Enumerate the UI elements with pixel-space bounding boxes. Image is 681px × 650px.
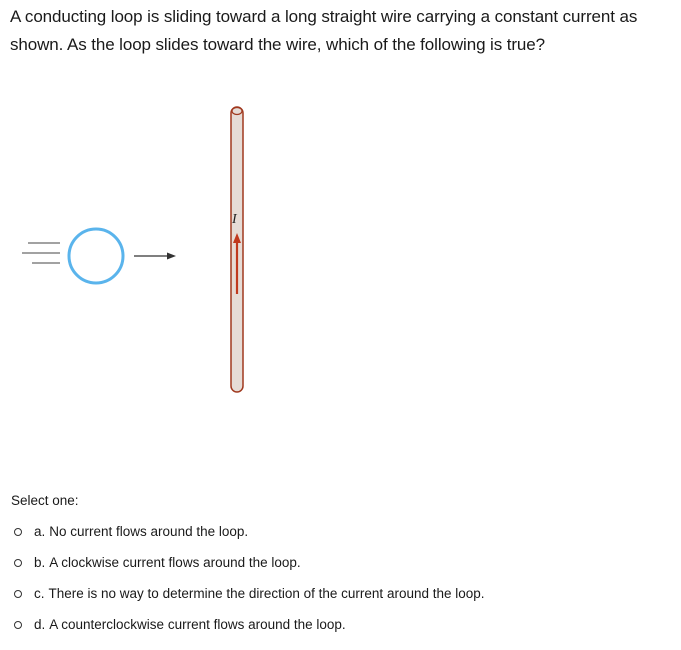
answer-options bbox=[14, 516, 485, 640]
current-label: I bbox=[232, 212, 237, 227]
option-text: No current flows around the loop. bbox=[49, 524, 249, 539]
radio-icon[interactable] bbox=[14, 559, 22, 567]
question-text: A conducting loop is sliding toward a long straight wire carrying a constant current as shown. As the loop slides toward the wire, which of the following is true? bbox=[10, 7, 638, 54]
velocity-arrow-head bbox=[167, 253, 176, 260]
radio-icon[interactable] bbox=[14, 590, 22, 598]
radio-icon[interactable] bbox=[14, 528, 22, 536]
option-letter: d. bbox=[34, 617, 46, 632]
conducting-loop bbox=[69, 229, 123, 283]
option-text: A counterclockwise current flows around the loop. bbox=[49, 617, 346, 632]
option-a[interactable] bbox=[14, 516, 485, 547]
option-letter: a. bbox=[34, 524, 46, 539]
option-b[interactable] bbox=[14, 547, 485, 578]
option-text: There is no way to determine the direction of the current around the loop. bbox=[48, 586, 485, 601]
option-letter: c. bbox=[34, 586, 45, 601]
option-c[interactable] bbox=[14, 578, 485, 609]
select-one-label: Select one: bbox=[11, 493, 79, 508]
option-text: A clockwise current flows around the loop. bbox=[49, 555, 301, 570]
physics-figure bbox=[0, 90, 681, 410]
option-d[interactable] bbox=[14, 609, 485, 640]
option-letter: b. bbox=[34, 555, 46, 570]
radio-icon[interactable] bbox=[14, 621, 22, 629]
